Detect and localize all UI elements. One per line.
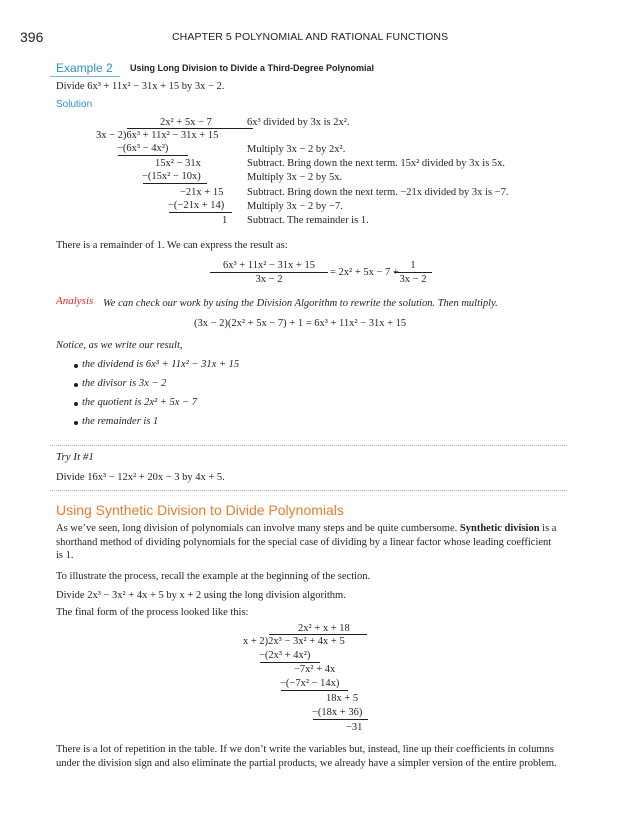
chapter-title: CHAPTER 5 POLYNOMIAL AND RATIONAL FUNCTIONS — [172, 31, 449, 43]
subtract-rule — [118, 155, 188, 156]
subtract-rule — [169, 212, 232, 213]
paragraph-text: shorthand method of dividing polynomials for the special case of dividing by a linear factor whose leading coefficient — [56, 536, 552, 548]
example-label: Example 2 — [56, 61, 113, 75]
step-line: 18x + 5 — [326, 693, 359, 704]
fraction-dividend — [210, 259, 328, 286]
step-line: −21x + 15 — [180, 187, 224, 198]
paragraph-illustrate: To illustrate the process, recall the example at the beginning of the section. — [56, 571, 371, 582]
bullet-remainder: the remainder is 1 — [82, 416, 159, 427]
fraction-denominator: 3x − 2 — [399, 274, 427, 285]
dividend-line: x + 2)2x³ − 3x² + 4x + 5 — [243, 636, 345, 647]
paragraph-intro — [56, 522, 566, 563]
paragraph-final-form: The final form of the process looked like this: — [56, 607, 249, 618]
equation-middle: = 2x² + 5x − 7 + — [330, 267, 399, 278]
bullet-divisor: the divisor is 3x − 2 — [82, 378, 167, 389]
tryit-label: Try It #1 — [56, 451, 94, 463]
step-line: −(2x³ + 4x²) — [259, 650, 311, 661]
dividend-line: 3x − 2)6x³ + 11x² − 31x + 15 — [96, 130, 219, 141]
step-line: −(6x³ − 4x²) — [117, 143, 169, 154]
remainder-text: There is a remainder of 1. We can express the result as: — [56, 240, 288, 251]
fraction-denominator: 3x − 2 — [255, 274, 283, 285]
bullet-dividend: the dividend is 6x³ + 11x² − 31x + 15 — [82, 359, 240, 370]
paragraph-text: As we’ve seen, long division of polynomials can involve many steps and be quite cumbersome. — [56, 523, 460, 534]
bullet — [74, 421, 78, 425]
step-note: Subtract. Bring down the next term. −21x divided by 3x is −7. — [247, 187, 509, 198]
example-underline — [50, 76, 120, 77]
remainder: 1 — [222, 215, 228, 226]
step-line: −(15x² − 10x) — [142, 171, 201, 182]
fraction-remainder — [394, 259, 432, 286]
step-note: Multiply 3x − 2 by 5x. — [247, 172, 343, 183]
notice-text: Notice, as we write our result, — [56, 340, 183, 351]
step-note: Subtract. Bring down the next term. 15x² divided by 3x is 5x. — [247, 158, 506, 169]
fraction-numerator: 6x³ + 11x² − 31x + 15 — [210, 259, 328, 273]
fraction-numerator: 1 — [394, 259, 432, 273]
page-number: 396 — [20, 29, 44, 45]
subtract-rule — [313, 719, 368, 720]
example-title: Using Long Division to Divide a Third-Degree Polynomial — [130, 63, 375, 73]
step-line: −7x² + 4x — [294, 664, 336, 675]
step-note: 6x³ divided by 3x is 2x². — [247, 117, 350, 128]
quotient: 2x² + 5x − 7 — [160, 117, 212, 128]
analysis-label: Analysis — [56, 295, 94, 307]
tryit-problem: Divide 16x³ − 12x² + 20x − 3 by 4x + 5. — [56, 472, 225, 483]
divider — [50, 490, 567, 491]
step-note: Subtract. The remainder is 1. — [247, 215, 369, 226]
step-note: Multiply 3x − 2 by 2x². — [247, 144, 346, 155]
bullet — [74, 402, 78, 406]
subtract-rule — [143, 183, 207, 184]
bullet — [74, 383, 78, 387]
example-problem: Divide 6x³ + 11x² − 31x + 15 by 3x − 2. — [56, 81, 225, 92]
term-synthetic-division: Synthetic division — [459, 523, 540, 534]
step-line: −(−21x + 14) — [168, 200, 225, 211]
paragraph-divide: Divide 2x³ − 3x² + 4x + 5 by x + 2 using the long division algorithm. — [56, 590, 346, 601]
subtract-rule — [281, 690, 348, 691]
bullet — [74, 364, 78, 368]
paragraph-text: is a — [539, 523, 557, 534]
paragraph-text: is 1. — [56, 550, 74, 561]
paragraph-repetition — [56, 743, 566, 770]
solution-label: Solution — [56, 99, 93, 110]
divider — [50, 445, 567, 446]
step-line: −(−7x² − 14x) — [280, 678, 340, 689]
section-heading: Using Synthetic Division to Divide Polynomials — [56, 502, 344, 518]
remainder: −31 — [346, 722, 363, 733]
bullet-quotient: the quotient is 2x² + 5x − 7 — [82, 397, 198, 408]
step-line: 15x² − 31x — [155, 158, 201, 169]
paragraph-text: under the division sign and also eliminate the partial products, we already have a simpler version of the entire problem. — [56, 757, 557, 769]
step-note: Multiply 3x − 2 by −7. — [247, 201, 343, 212]
quotient: 2x² + x + 18 — [298, 623, 350, 634]
check-equation: (3x − 2)(2x² + 5x − 7) + 1 = 6x³ + 11x² − 31x + 15 — [194, 318, 407, 329]
step-line: −(18x + 36) — [312, 707, 363, 718]
paragraph-text: There is a lot of repetition in the table. If we don’t write the variables but, instead, line up their coefficients in columns — [56, 744, 554, 755]
analysis-text: We can check our work by using the Division Algorithm to rewrite the solution. Then multiply. — [103, 298, 498, 309]
